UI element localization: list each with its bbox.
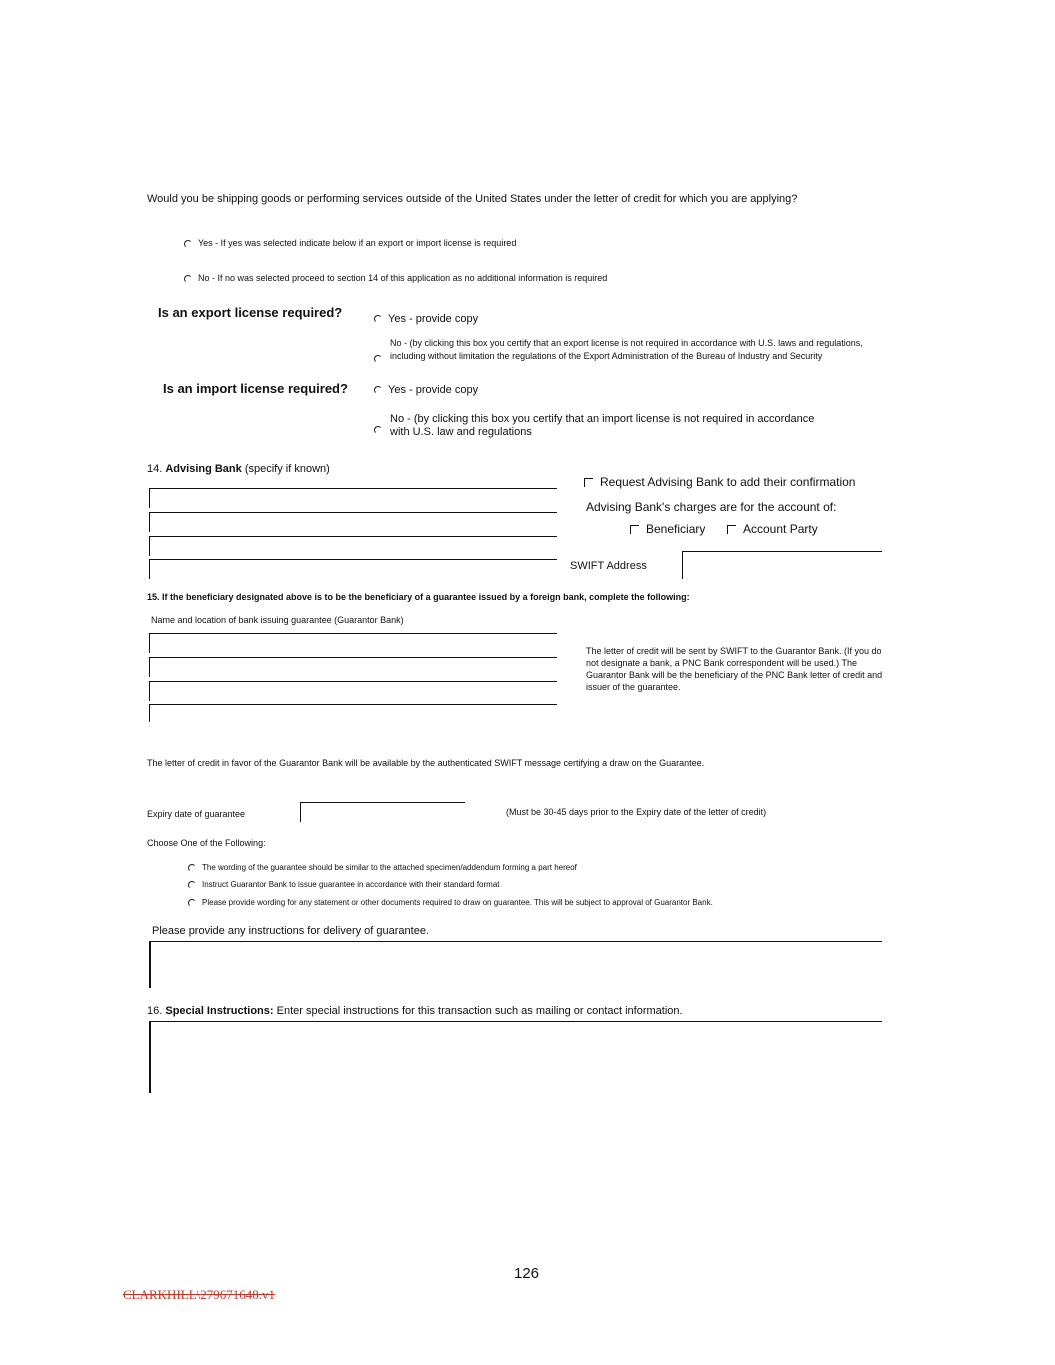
advising-bank-line-1[interactable] <box>149 488 557 508</box>
ship-yes-label: Yes - If yes was selected indicate below if an export or import license is required <box>198 238 517 248</box>
export-yes-radio[interactable] <box>374 315 382 323</box>
import-license-question: Is an import license required? <box>163 381 348 396</box>
request-confirmation-label: Request Advising Bank to add their confirmation <box>600 475 856 489</box>
import-yes-radio[interactable] <box>374 386 382 394</box>
option-standard-format-radio[interactable] <box>188 881 196 889</box>
delivery-instructions-field[interactable] <box>149 941 882 988</box>
guarantor-bank-line-1[interactable] <box>149 633 557 653</box>
section-16-title: Special Instructions: <box>165 1005 274 1017</box>
option-provide-wording-radio[interactable] <box>188 899 196 907</box>
export-yes-option[interactable] <box>374 313 478 326</box>
option-specimen-label: The wording of the guarantee should be similar to the attached specimen/addendum forming a part hereof <box>202 863 577 872</box>
option-specimen[interactable] <box>188 862 577 873</box>
import-yes-option[interactable] <box>374 384 478 397</box>
option-standard-format[interactable] <box>188 879 500 890</box>
guarantor-bank-line-4[interactable] <box>149 704 557 722</box>
document-id: CLARKHILL\279671648.v1 <box>123 1287 276 1302</box>
option-provide-wording-label: Please provide wording for any statement or other documents required to draw on guarantee. This will be subject to approval of Guarantor Bank. <box>202 898 713 907</box>
section-15-text: 15. If the beneficiary designated above is to be the beneficiary of a guarantee issued by a foreign bank, complete the following: <box>147 592 690 602</box>
swift-address-label: SWIFT Address <box>570 560 647 572</box>
export-license-question: Is an export license required? <box>158 305 343 320</box>
account-party-label: Account Party <box>743 522 818 536</box>
advising-bank-line-3[interactable] <box>149 536 557 556</box>
guarantor-bank-label: Name and location of bank issuing guarantee (Guarantor Bank) <box>151 615 404 625</box>
import-no-radio[interactable] <box>374 421 388 439</box>
export-no-radio[interactable] <box>374 350 388 368</box>
guarantor-bank-line-3[interactable] <box>149 681 557 701</box>
expiry-date-field[interactable] <box>300 802 465 822</box>
beneficiary-option[interactable] <box>630 523 705 536</box>
lc-availability-text: The letter of credit in favor of the Guarantor Bank will be available by the authenticated SWIFT message certifying a draw on the Guarantee. <box>147 758 705 768</box>
page-number: 126 <box>514 1265 540 1282</box>
section-14-subtitle: (specify if known) <box>244 463 330 475</box>
beneficiary-label: Beneficiary <box>646 522 706 536</box>
section-14-heading <box>147 463 330 476</box>
shipping-question: Would you be shipping goods or performing services outside of the United States under the letter of credit for which you are applying? <box>147 193 798 205</box>
request-confirmation-checkbox[interactable] <box>584 478 593 487</box>
section-16-heading <box>147 1005 683 1018</box>
export-no-label: No - (by clicking this box you certify that an export license is not required in accordance with U.S. laws and regulations, including without limitation the regulations of the Export Administration of the Bureau of Industry and Security <box>390 338 863 361</box>
option-standard-format-label: Instruct Guarantor Bank to issue guarantee in accordance with their standard format <box>202 880 500 889</box>
swift-address-field[interactable] <box>682 551 882 579</box>
account-party-checkbox[interactable] <box>727 525 736 534</box>
section-16-number: 16. <box>147 1005 163 1017</box>
ship-no-option[interactable] <box>184 273 607 284</box>
import-yes-label: Yes - provide copy <box>388 384 479 396</box>
ship-no-radio[interactable] <box>184 275 192 283</box>
request-confirmation-option[interactable] <box>584 476 855 489</box>
guarantor-bank-line-2[interactable] <box>149 657 557 677</box>
section-14-number: 14. <box>147 463 163 475</box>
choose-one-label: Choose One of the Following: <box>147 838 266 848</box>
beneficiary-checkbox[interactable] <box>630 525 639 534</box>
special-instructions-field[interactable] <box>149 1021 882 1093</box>
import-no-label: No - (by clicking this box you certify that an import license is not required in accordance with U.S. law and regulations <box>390 413 815 438</box>
charges-label: Advising Bank's charges are for the account of: <box>586 500 837 514</box>
option-specimen-radio[interactable] <box>188 864 196 872</box>
export-yes-label: Yes - provide copy <box>388 313 479 325</box>
ship-no-label: No - If no was selected proceed to section 14 of this application as no additional information is required <box>198 273 608 283</box>
expiry-date-label: Expiry date of guarantee <box>147 809 246 819</box>
guarantor-note: The letter of credit will be sent by SWIFT to the Guarantor Bank. (If you do not designate a bank, a PNC Bank correspondent will be used.) The Guarantor Bank will be the beneficiary of the PNC Bank letter of credit and issuer of the guarantee. <box>586 646 883 692</box>
advising-bank-line-4[interactable] <box>149 559 557 579</box>
ship-yes-radio[interactable] <box>184 240 192 248</box>
advising-bank-line-2[interactable] <box>149 512 557 532</box>
account-party-option[interactable] <box>727 523 818 536</box>
ship-yes-option[interactable] <box>184 238 516 249</box>
section-16-text: Enter special instructions for this transaction such as mailing or contact information. <box>276 1005 683 1017</box>
delivery-instructions-label: Please provide any instructions for delivery of guarantee. <box>152 925 429 937</box>
expiry-date-note: (Must be 30-45 days prior to the Expiry date of the letter of credit) <box>506 807 767 817</box>
option-provide-wording[interactable] <box>188 897 713 908</box>
section-14-title: Advising Bank <box>165 463 242 475</box>
